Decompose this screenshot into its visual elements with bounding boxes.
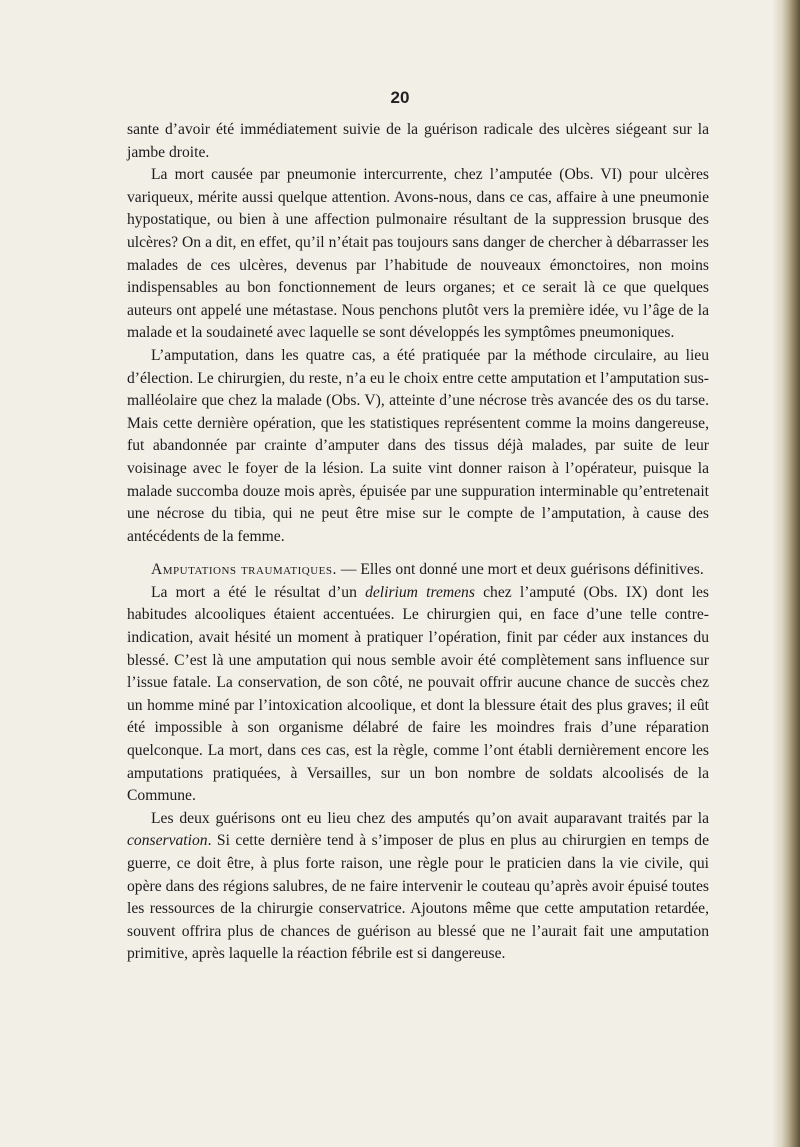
paragraph-2: La mort causée par pneumonie intercurrente, chez l’amputée (Obs. VI) pour ulcères variqueux, mérite aussi quelque attention. Avons-nous, dans ce cas, affaire à une pneumonie hypostatique, ou bien à une affection pulmonaire résultant de la suppression brusque des ulcères? On a dit, en effet, qu’il n’était pas toujours sans danger de chercher à débarrasser les malades de ces ulcères, devenus par l’habitude de nouveaux émonctoires, non moins indispensables au bon fonctionnement de leurs organes; et ce serait là ce que quelques auteurs ont appelé une métastase. Nous penchons plutôt vers la première idée, vu l’âge de la malade et la soudaineté avec laquelle se sont développés les symptômes pneumoniques. [127,166,709,342]
paragraph-5 [127,582,709,808]
paragraph-6 [127,808,709,966]
paragraph-5-italic: delirium tremens [365,583,475,601]
page-number: 20 [390,88,410,107]
section-heading: Amputations traumatiques. [151,561,337,579]
paragraph-5-post: chez l’amputé (Obs. IX) dont les habitudes alcooliques étaient accentuées. Le chirurgien qui, en face d’une telle contre-indication, avait hésité un moment à pratiquer l’opération, finit par céder aux instances du blessé. C’est là une amputation qui nous semble avoir été complètement sans influence sur l’issue fatale. La conservation, de son côté, ne pouvait offrir aucune chance de succès chez un homme miné par l’intoxication alcoolique, et dont la blessure était des plus graves; il eût été impossible à son organisme délabré de faire les moindres frais d’une réparation quelconque. La mort, dans ces cas, est la règle, comme l’ont établi dernièrement encore les amputations pratiquées, à Versailles, sur un bon nombre de soldats alcoolisés de la Commune. [127,583,709,805]
paragraph-6-pre: Les deux guérisons ont eu lieu chez des amputés qu’on avait auparavant traités par la [151,809,709,827]
paragraph-5-pre: La mort a été le résultat d’un [151,583,366,601]
paragraph-6-post: . Si cette dernière tend à s’imposer de plus en plus au chirurgien en temps de guerre, ce doit être, à plus forte raison, une règle pour le praticien dans la vie civile, qui opère dans des régions salubres, de ne faire intervenir le couteau qu’après avoir épuisé toutes les ressources de la chirurgie conservatrice. Ajoutons même que cette amputation retardée, souvent offrira plus de chances de guérison au blessé que ne l’aurait fait une amputation primitive, après laquelle la réaction fébrile est si dangereuse. [127,832,709,963]
paragraph-1: sante d’avoir été immédiatement suivie de la guérison radicale des ulcères siégeant sur la jambe droite. [127,121,709,161]
paragraph-4-text: — Elles ont donné une mort et deux guérisons définitives. [336,561,704,579]
paragraph-4 [127,559,709,582]
paragraph-3: L’amputation, dans les quatre cas, a été pratiquée par la méthode circulaire, au lieu d’élection. Le chirurgien, du reste, n’a eu le choix entre cette amputation et l’amputation sus-malléolaire que chez la malade (Obs. V), atteinte d’une nécrose très avancée des os du tarse. Mais cette dernière opération, que les statistiques représentent comme la moins dangereuse, fut abandonnée par crainte d’amputer dans des tissus déjà malades, par suite de leur voisinage avec le foyer de la lésion. La suite vint donner raison à l’opérateur, puisque la malade succomba douze mois après, épuisée par une suppuration interminable qu’entretenait une nécrose du tibia, qui ne peut être mise sur le compte de l’amputation, à cause des antécédents de la femme. [127,346,709,545]
paragraph-6-italic: conservation [127,832,208,850]
body-text [127,119,709,966]
page-edge-shadow [772,0,800,1147]
